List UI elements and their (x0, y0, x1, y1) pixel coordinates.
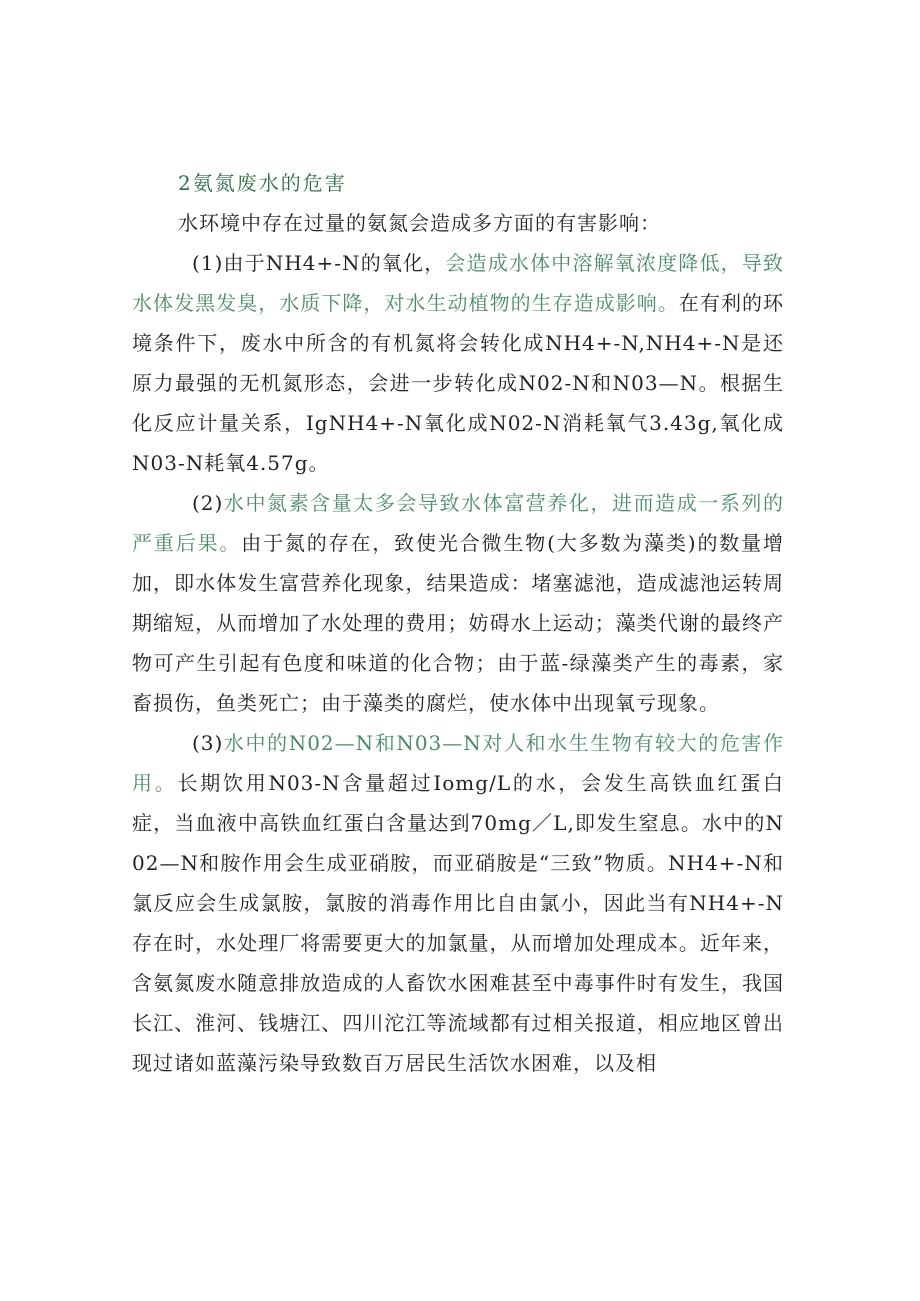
paragraph-item-1 (132, 243, 784, 483)
item-3-highlight: 水中的N02—N和N03—N对人和水生生物有较大的危害作用。 (132, 731, 784, 795)
intro-paragraph: 水环境中存在过量的氨氮会造成多方面的有害影响： (178, 211, 661, 235)
item-1-highlight: 会造成水体中溶解氧浓度降低，导致水体发黑发臭，水质下降，对水生动植物的生存造成影响。 (132, 251, 785, 315)
item-1-body: 在有利的环境条件下，废水中所含的有机氮将会转化成NH4+-N,NH4+-N是还原力最强的无机氮形态，会进一步转化成N02-N和N03—N。根据生化反应计量关系，IgNH4+-N氧化成N02-N消耗氧气3.43g,氧化成N03-N耗氧4.57g。 (132, 291, 785, 475)
item-2-highlight: 水中氮素含量太多会导致水体富营养化，进而造成一系列的严重后果。 (132, 491, 784, 555)
item-2-body: 由于氮的存在，致使光合微生物(大多数为藻类)的数量增加，即水体发生富营养化现象，结果造成：堵塞滤池，造成滤池运转周期缩短，从而增加了水处理的费用；妨碍水上运动；藻类代谢的最终产物可产生引起有色度和味道的化合物；由于蓝-绿藻类产生的毒素，家畜损伤，鱼类死亡；由于藻类的腐烂，使水体中出现氧亏现象。 (132, 531, 784, 715)
item-3-body: 长期饮用N03-N含量超过Iomg/L的水，会发生高铁血红蛋白症，当血液中高铁血红蛋白含量达到70mg／L,即发生窒息。水中的N02—N和胺作用会生成亚硝胺，而亚硝胺是“三致”物质。NH4+-N和氯反应会生成氯胺，氯胺的消毒作用比自由氯小，因此当有NH4+-N存在时，水处理厂将需要更大的加氯量，从而增加处理成本。近年来，含氨氮废水随意排放造成的人畜饮水困难甚至中毒事件时有发生，我国长江、淮河、钱塘江、四川沱江等流域都有过相关报道，相应地区曾出现过诸如蓝藻污染导致数百万居民生活饮水困难，以及相 (132, 771, 784, 1075)
paragraph-item-3 (132, 723, 784, 1083)
item-3-prefix: (3) (192, 731, 224, 755)
document-body (132, 163, 784, 1083)
paragraph-item-2 (132, 483, 784, 723)
item-1-prefix: (1)由于NH4+-N的氧化， (192, 251, 446, 275)
item-2-prefix: (2) (192, 491, 224, 515)
section-heading: 2氨氮废水的危害 (178, 171, 347, 195)
